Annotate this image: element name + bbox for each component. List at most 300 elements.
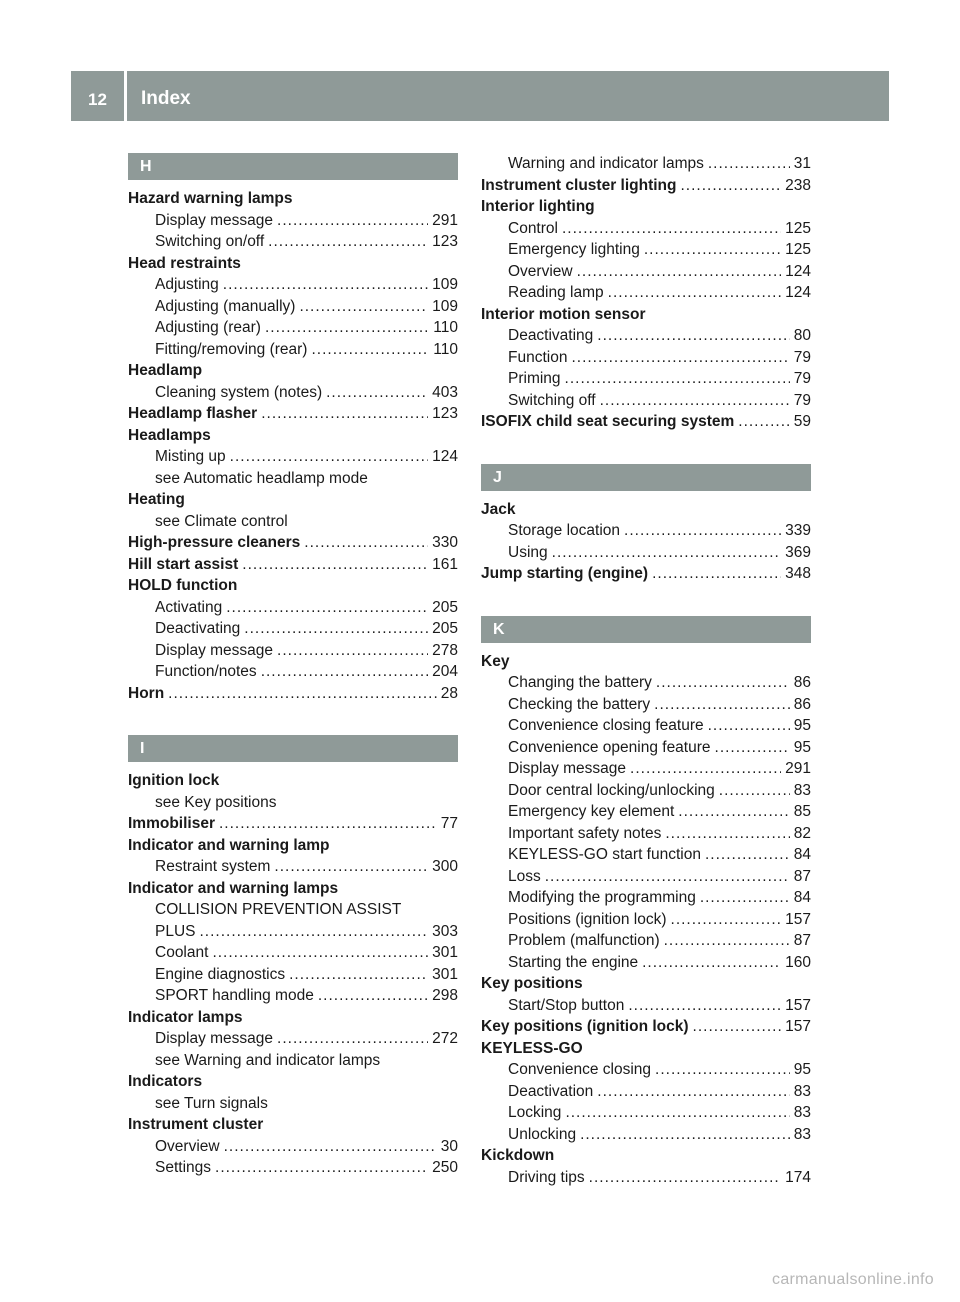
index-subentry [128,210,458,232]
index-subentry [128,618,458,640]
entry-label: see Turn signals [155,1094,268,1112]
dot-leader [597,1081,789,1103]
dot-leader [304,532,428,554]
dot-leader [589,1167,781,1189]
dot-leader [655,1059,790,1081]
page-reference: 174 [785,1168,811,1186]
entry-label: Emergency key element [508,803,675,820]
page-reference: 30 [440,1137,458,1155]
page-reference: 87 [793,867,811,885]
dot-leader [224,1136,437,1158]
dot-leader [708,153,790,175]
index-subentry [481,887,811,909]
dot-leader [565,368,790,390]
index-subentry [128,921,458,943]
entry-label: Misting up [155,448,226,465]
dot-leader [230,446,428,468]
entry-label: Function/notes [155,663,257,680]
index-subentry [128,1050,458,1072]
page-reference: 86 [793,674,811,691]
dot-leader [738,411,789,433]
entry-label: Adjusting [155,276,219,293]
index-term [128,770,458,792]
page-reference: 301 [432,965,458,983]
index-term [128,878,458,900]
page-reference: 95 [793,738,811,756]
dot-leader [708,715,790,737]
index-term [128,813,458,835]
page-reference: 298 [432,987,458,1004]
index-term [481,175,811,197]
index-subentry [481,368,811,390]
index-subentry [128,317,458,339]
dot-leader [652,563,781,585]
index-term [481,651,811,673]
dot-leader [562,218,781,240]
index-subentry [128,382,458,404]
page-reference: 95 [793,717,811,734]
entry-label: Important safety notes [508,824,662,842]
page-reference: 124 [432,448,458,465]
index-subentry [128,468,458,490]
index-subentry [481,758,811,780]
page-reference: 80 [793,327,811,344]
page-reference: 79 [793,370,811,387]
entry-label: Interior lighting [481,198,595,215]
page-reference: 161 [432,555,458,573]
entry-label: Interior motion sensor [481,305,646,323]
index-term [481,499,811,521]
index-subentry [481,823,811,845]
page-reference: 95 [793,1061,811,1078]
dot-leader [168,683,437,705]
dot-leader [326,382,428,404]
page-reference: 77 [440,815,458,832]
page-reference: 125 [785,241,811,258]
index-term [481,1016,811,1038]
page-reference: 339 [785,522,811,539]
entry-label: Modifying the programming [508,889,696,906]
entry-label: ISOFIX child seat securing system [481,413,735,430]
entry-label: Switching on/off [155,233,265,250]
page-reference: 205 [432,598,458,616]
dot-leader [665,823,789,845]
entry-label: Function [508,348,568,366]
entry-label: Overview [508,262,573,280]
entry-label: Display message [508,760,627,777]
dot-leader [678,801,789,823]
index-term [128,253,458,275]
page-reference: 157 [785,1018,811,1035]
dot-leader [719,780,790,802]
page-reference: 291 [432,211,458,229]
page-reference: 160 [785,953,811,971]
entry-label: Jack [481,500,516,518]
entry-label: Head restraints [128,254,241,272]
index-term [481,973,811,995]
index-subentry [128,339,458,361]
entry-label: Ignition lock [128,772,220,789]
dot-leader [700,887,790,909]
entry-label: Loss [508,867,541,885]
page-reference: 85 [793,803,811,820]
page-reference: 123 [432,405,458,422]
page-reference: 84 [793,846,811,863]
entry-label: Indicator and warning lamps [128,879,339,897]
entry-label: Immobiliser [128,815,215,832]
dot-leader [693,1016,782,1038]
index-subentry [128,964,458,986]
letter-heading: J [481,464,811,491]
entry-label: Engine diagnostics [155,965,286,983]
entry-label: Activating [155,598,223,616]
index-subentry [481,780,811,802]
index-term [128,575,458,597]
entry-label: Deactivation [508,1082,594,1100]
entry-label: Emergency lighting [508,241,640,258]
dot-leader [212,942,428,964]
entry-label: Coolant [155,944,209,961]
index-subentry [128,1136,458,1158]
entry-label: KEYLESS-GO [481,1039,583,1057]
section-spacer [128,704,458,735]
index-subentry [128,446,458,468]
dot-leader [654,694,790,716]
page-reference: 109 [432,297,458,315]
dot-leader [299,296,428,318]
index-subentry [128,985,458,1007]
index-subentry [128,1157,458,1179]
index-subentry [128,296,458,318]
entry-label: Instrument cluster [128,1116,264,1133]
entry-label: Display message [155,641,274,659]
index-subentry [481,844,811,866]
dot-leader [277,210,428,232]
dot-leader [223,274,428,296]
dot-leader [242,554,428,576]
letter-heading: I [128,735,458,762]
index-column-left [128,153,458,1179]
index-subentry [481,520,811,542]
index-subentry [481,239,811,261]
dot-leader [580,1124,790,1146]
index-subentry [481,347,811,369]
entry-label: Settings [155,1159,212,1176]
entry-label: Key positions (ignition lock) [481,1018,689,1035]
entry-label: Priming [508,370,561,387]
entry-label: Restraint system [155,858,271,875]
entry-label: HOLD function [128,577,238,594]
entry-label: Key positions [481,975,583,992]
dot-leader [600,390,790,412]
index-subentry [481,1167,811,1189]
entry-label: Display message [155,211,274,229]
entry-label: High-pressure cleaners [128,534,301,551]
page-reference: 124 [785,284,811,301]
page-reference: 110 [433,340,458,358]
dot-leader [289,964,428,986]
letter-heading: K [481,616,811,643]
index-subentry [128,942,458,964]
page-header [71,71,889,121]
index-subentry [128,274,458,296]
index-subentry [128,661,458,683]
dot-leader [680,175,781,197]
index-subentry [128,597,458,619]
dot-leader [664,930,790,952]
page-reference: 124 [785,262,811,280]
dot-leader [656,672,790,694]
entry-label: see Warning and indicator lamps [155,1051,381,1069]
index-term [128,1114,458,1136]
page-reference: 205 [432,620,458,637]
entry-label: see Automatic headlamp mode [155,469,368,487]
dot-leader [705,844,790,866]
index-term [481,1145,811,1167]
index-column-right [481,153,811,1188]
index-subentry [481,801,811,823]
index-subentry [481,1081,811,1103]
index-subentry [481,866,811,888]
entry-label: Deactivating [508,327,594,344]
entry-label: Reading lamp [508,284,604,301]
dot-leader [671,909,782,931]
dot-leader [261,403,428,425]
index-term [128,425,458,447]
dot-leader [268,231,428,253]
dot-leader [552,542,781,564]
page-reference: 303 [432,922,458,940]
entry-label: Using [508,543,548,561]
page-reference: 84 [793,889,811,906]
entry-label: Headlamps [128,426,211,444]
page-reference: 83 [793,1082,811,1100]
page-reference: 123 [432,233,458,250]
entry-label: Overview [155,1137,220,1155]
dot-leader [261,661,428,683]
index-subentry [481,909,811,931]
index-term [128,683,458,705]
page-reference: 87 [793,932,811,949]
entry-label: Starting the engine [508,953,639,971]
dot-leader [644,239,781,261]
dot-leader [597,325,789,347]
section-spacer [481,433,811,464]
entry-label: Indicator and warning lamp [128,836,330,854]
index-term [481,304,811,326]
index-term [128,1071,458,1093]
page-reference: 157 [785,910,811,928]
entry-label: Indicators [128,1073,203,1090]
page-reference: 301 [432,944,458,961]
entry-label: Storage location [508,522,621,539]
entry-label: Convenience closing feature [508,717,704,734]
entry-label: COLLISION PREVENTION ASSIST [155,901,402,918]
index-term [128,403,458,425]
page-reference: 79 [793,391,811,409]
entry-label: Warning and indicator lamps [508,155,704,172]
entry-label: Checking the battery [508,695,651,713]
page-reference: 31 [793,155,811,172]
index-subentry [481,715,811,737]
entry-label: see Key positions [155,793,277,811]
entry-label: Unlocking [508,1125,577,1143]
index-term [481,411,811,433]
index-term [128,360,458,382]
entry-label: Driving tips [508,1168,585,1186]
page-reference: 291 [785,760,811,777]
dot-leader [265,317,429,339]
entry-label: Problem (malfunction) [508,932,660,949]
entry-label: Control [508,219,558,237]
index-term [481,196,811,218]
entry-label: Start/Stop button [508,996,625,1014]
dot-leader [571,347,789,369]
index-subentry [481,325,811,347]
page-reference: 204 [432,663,458,680]
entry-label: Indicator lamps [128,1008,243,1026]
index-subentry [481,282,811,304]
dot-leader [608,282,781,304]
page-reference: 278 [432,641,458,659]
page-reference: 109 [432,276,458,293]
index-term [481,1038,811,1060]
entry-label: Cleaning system (notes) [155,383,323,401]
dot-leader [244,618,428,640]
section-spacer [481,585,811,616]
dot-leader [565,1102,789,1124]
page-reference: 348 [785,565,811,582]
page-reference: 83 [793,781,811,799]
entry-label: Adjusting (manually) [155,297,296,315]
index-term [128,489,458,511]
page-reference: 82 [793,824,811,842]
entry-label: Adjusting (rear) [155,319,261,336]
entry-label: Switching off [508,391,596,409]
index-subentry [128,792,458,814]
entry-label: Headlamp [128,362,203,379]
page-reference: 272 [432,1030,458,1047]
letter-heading: H [128,153,458,180]
page-reference: 28 [440,684,458,702]
page-reference: 79 [793,348,811,366]
dot-leader [545,866,790,888]
entry-label: Deactivating [155,620,241,637]
index-subentry [481,995,811,1017]
entry-label: Horn [128,684,165,702]
page-reference: 83 [793,1125,811,1143]
entry-label: PLUS [155,922,196,940]
entry-label: Jump starting (engine) [481,565,649,582]
entry-label: Kickdown [481,1147,555,1164]
dot-leader [274,856,428,878]
index-subentry [481,694,811,716]
index-subentry [481,1102,811,1124]
entry-label: Heating [128,491,185,508]
page-reference: 59 [793,413,811,430]
dot-leader [219,813,437,835]
index-term [128,554,458,576]
page-reference: 330 [432,534,458,551]
index-term [128,188,458,210]
entry-label: Key [481,652,510,670]
index-subentry [481,952,811,974]
index-subentry [128,1093,458,1115]
index-subentry [128,640,458,662]
page-reference: 300 [432,858,458,875]
entry-label: SPORT handling mode [155,987,314,1004]
entry-label: KEYLESS-GO start function [508,846,701,863]
page-reference: 86 [793,695,811,713]
dot-leader [318,985,428,1007]
page-reference: 110 [433,319,458,336]
dot-leader [577,261,782,283]
dot-leader [630,758,781,780]
dot-leader [624,520,781,542]
index-term [481,563,811,585]
dot-leader [642,952,781,974]
dot-leader [226,597,428,619]
index-term [128,835,458,857]
dot-leader [200,921,429,943]
index-subentry [481,153,811,175]
dot-leader [215,1157,428,1179]
page-reference: 83 [793,1104,811,1121]
index-subentry [481,1124,811,1146]
page-number: 12 [88,90,107,109]
watermark: carmanualsonline.info [772,1271,934,1288]
index-subentry [481,542,811,564]
index-subentry [481,218,811,240]
index-subentry [481,672,811,694]
index-subentry [481,930,811,952]
index-subentry [481,390,811,412]
dot-leader [715,737,790,759]
entry-label: Changing the battery [508,674,652,691]
entry-label: Hazard warning lamps [128,190,293,207]
header-divider [124,71,127,121]
index-subentry [128,1028,458,1050]
page-reference: 157 [785,996,811,1014]
index-subentry [128,899,458,921]
index-subentry [128,856,458,878]
index-term [128,1007,458,1029]
index-subentry [481,261,811,283]
dot-leader [277,640,428,662]
section-title: Index [141,88,191,109]
entry-label: Display message [155,1030,274,1047]
page-reference: 238 [785,176,811,194]
index-subentry [481,1059,811,1081]
index-subentry [128,231,458,253]
entry-label: Convenience opening feature [508,738,711,756]
page-reference: 369 [785,543,811,561]
entry-label: Hill start assist [128,555,239,573]
entry-label: Convenience closing [508,1061,652,1078]
page-reference: 403 [432,383,458,401]
dot-leader [311,339,429,361]
page-reference: 250 [432,1159,458,1176]
entry-label: see Climate control [155,512,288,530]
dot-leader [628,995,781,1017]
entry-label: Positions (ignition lock) [508,910,667,928]
entry-label: Instrument cluster lighting [481,176,677,194]
entry-label: Door central locking/unlocking [508,781,715,799]
entry-label: Locking [508,1104,562,1121]
page-reference: 125 [785,219,811,237]
entry-label: Headlamp flasher [128,405,258,422]
index-subentry [481,737,811,759]
